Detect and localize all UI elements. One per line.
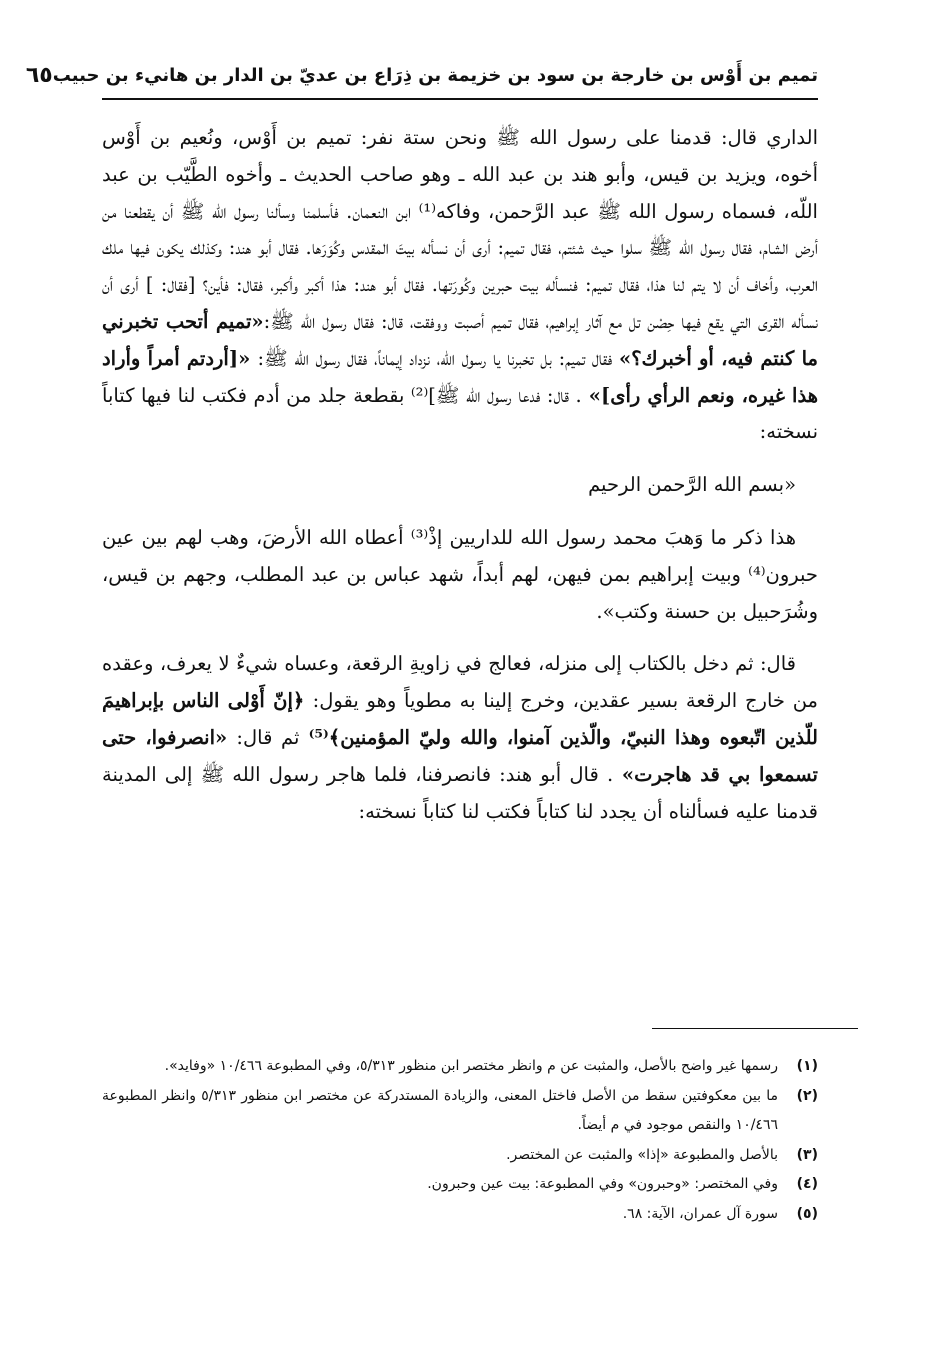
paragraph-document: هذا ذكر ما وَهبَ محمد رسول الله للداريين إذْ⁽³⁾ أعطاه الله الأرضَ، وهب لهم بين عين حبرون⁽⁴⁾ وبيت إبراهيم بمن فيهن، لهم أبداً، شهد عباس بن عبد المطلب، وجهم بن قيس، وشُرَحبيل بن حسنة وكتب».	[102, 525, 818, 623]
footnote-number: (٤)	[796, 1176, 818, 1192]
footnote-text: بالأصل والمطبوعة «إذا» والمثبت عن المختصر.	[506, 1146, 778, 1163]
narration-text: الداري قال: قدمنا على رسول الله ﷺ ونحن ستة نفر: تميم بن أَوْس، ونُعيم بن أَوْس أخوه، ويزيد بن قيس، وأبو هند بن عبد الله ـ وهو صاحب الحديث ـ وأخوه الطَّيّب بن عبد اللّه، فسماه رسول الله ﷺ عبد الرَّحمن، وفاكه⁽¹⁾ ابن النعمان. فأسلمنا وسألنا رسول الله ﷺ أن يقطعنا من أرض الشام، فقال رسول الله ﷺ سلوا حيث شئتم، فقال تميم: أرى أن نسأله بيتَ المقدس وكُوَرَها. فقال أبو هند: وكذلك يكون فيها ملك العرب، وأخاف أن لا يتم لنا هذا، فقال تميم: فنسأله بيت حبرين وكُورَتها. فقال أبو هند: هذا أكبر وأكبر، فقال: فأين؟ [فقال: ] أرى أن نسأله القرى التي يقع فيها حِصْن تل مع آثار إبراهيم، فقال تميم أصبت ووفقت، قال: فقال رسول الله ﷺ:	[102, 126, 818, 333]
footnote-3	[102, 1141, 818, 1171]
footnote-4	[102, 1170, 818, 1200]
footnote-separator	[652, 1028, 858, 1029]
main-text	[102, 120, 818, 830]
continuation-middle: ثم قال:	[236, 725, 300, 749]
narration-middle: فقال تميم: بل تخبرنا يا رسول الله، نزداد إيماناً، فقال رسول الله ﷺ:	[257, 346, 620, 370]
footnote-number: (٢)	[796, 1087, 818, 1104]
paragraph-basmala: «بسم الله الرَّحمن الرحيم	[588, 473, 796, 497]
running-head-title: تميم بن أَوْس بن خارجة بن سود بن خزيمة بن ذِرَاع بن عديّ بن الدار بن هانيء بن حبيب	[52, 64, 818, 86]
footnote-text: وفي المختصر: «وحبرون» وفي المطبوعة: بيت عين وحبرون.	[427, 1176, 778, 1192]
footnote-number: (١)	[796, 1058, 818, 1074]
footnote-text: رسمها غير واضح بالأصل، والمثبت عن م وانظر مختصر ابن منظور ٥/٣١٣، وفي المطبوعة ١٠/٤٦٦ «وفايد».	[164, 1058, 778, 1074]
page-number: ٦٥	[25, 62, 53, 88]
prophet-quote-3: «انصرفوا، حتى تسمعوا بي قد هاجرت»	[102, 725, 818, 786]
footnote-1	[102, 1052, 818, 1082]
footnote-text: ما بين معكوفتين سقط من الأصل فاختل المعنى، والزيادة المستدركة عن مختصر ابن منظور ٥/٣١٣ وانظر المطبوعة ١٠/٤٦٦ والنقص موجود في م أيضاً.	[102, 1087, 778, 1133]
footnote-text: سورة آل عمران، الآية: ٦٨.	[622, 1205, 778, 1222]
footnote-2	[102, 1082, 818, 1141]
footnote-number: (٣)	[796, 1146, 818, 1163]
footnote-number: (٥)	[796, 1205, 818, 1222]
paragraph-continuation	[102, 646, 818, 830]
narration-end: . قال: فدعا رسول الله ﷺ]⁽²⁾ بقطعة جلد من أدم فكتب لنا فيها كتاباً نسخته:	[102, 383, 818, 444]
header-rule	[102, 98, 818, 100]
paragraph-narration	[102, 120, 818, 451]
prophet-quote-2: «[أردتم أمراً وأراد هذا غيره، ونعم الرأي رأى]»	[102, 346, 818, 407]
continuation-text: قال: ثم دخل بالكتاب إلى منزله، فعالج في زاويةِ الرقعة، وعساه شيءٌ لا يعرف، وعقده من خارج الرقعة بسير عقدين، وخرج إلينا به مطوياً وهو يقول:	[102, 652, 818, 713]
running-head	[25, 58, 818, 92]
footnote-5	[102, 1200, 818, 1230]
footnotes	[102, 1052, 818, 1229]
quran-verse: ﴿إنّ أَوْلى الناس بإبراهيمَ للّذين اتّبعوه وهذا النبيّ، والّذين آمنوا، والله وليّ المؤمنين﴾⁽⁵⁾	[102, 689, 818, 749]
prophet-quote-1: «تميم أتحب تخبرني ما كنتم فيه، أو أخبرك؟»	[102, 309, 818, 370]
continuation-end: . قال أبو هند: فانصرفنا، فلما هاجر رسول الله ﷺ إلى المدينة قدمنا عليه فسألناه أن يجدد لنا كتاباً فكتب لنا كتاباً نسخته:	[102, 762, 818, 823]
